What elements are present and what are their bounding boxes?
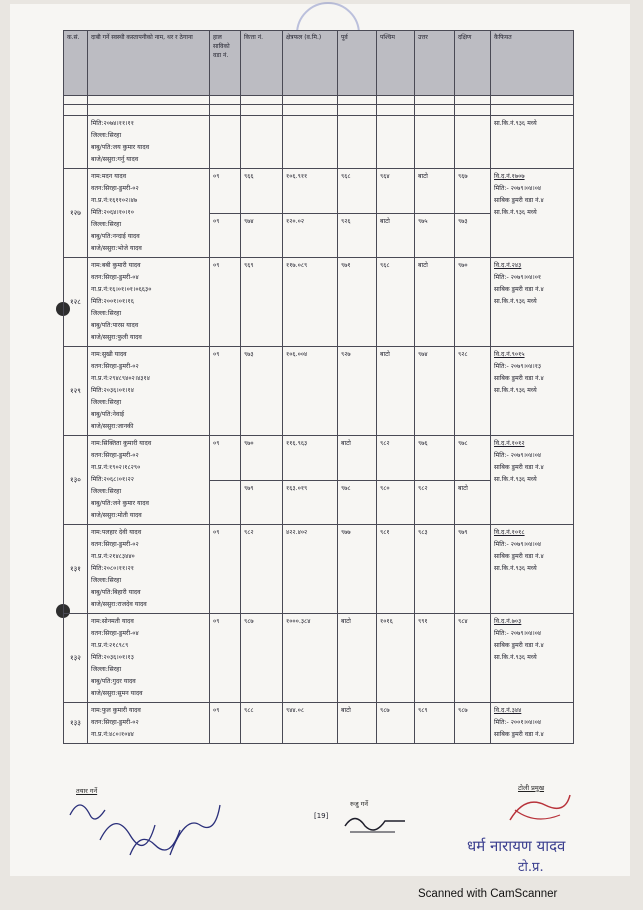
claimant-line: बाजे/ससुरा:गर्नु यादव [91, 156, 139, 163]
verified-by-label: रुजु गर्ने [350, 800, 369, 808]
parcel-east [338, 116, 377, 169]
parcel-west: ९८१ [377, 525, 415, 614]
header-ward: हाल साविको वडा नं. [210, 31, 241, 96]
parcel-kitta [241, 116, 283, 169]
remarks-line: मिति:- २००१।०४।०४ [494, 719, 542, 726]
parcel-ward: ०९ [210, 169, 241, 214]
header-area: क्षेत्रफल (व.मि.) [283, 31, 338, 96]
claimant-line: नाम:सिक्तिता कुमारी यादव [91, 440, 152, 447]
parcel-west: १०१६ [377, 614, 415, 703]
parcel-south: ९७९ [455, 525, 491, 614]
remarks-line: सा.कि.नं.९३६ मध्ये [494, 476, 537, 483]
table-row [64, 703, 574, 744]
remarks-line: साबिक डुमरी वडा नं.४ [494, 286, 544, 293]
parcel-kitta: ९६९ [241, 258, 283, 347]
parcel-east: बाटो [338, 436, 377, 481]
claimant-line: मिति:२०६४।१०।१० [91, 209, 134, 216]
remarks-line: सा.कि.नं.९३६ मध्ये [494, 565, 537, 572]
parcel-kitta: ९७३ [241, 347, 283, 436]
header-remarks: कैफियत [491, 31, 574, 96]
parcel-west: बाटो [377, 347, 415, 436]
claimant-line: जिल्ला:सिरहा [91, 132, 122, 139]
claimant-line: नाम:फुल कुमारी यादव [91, 707, 141, 714]
claimant-line: ना.प्र.नं:१६।०१।०१।०६६३० [91, 286, 152, 293]
camscanner-watermark: Scanned with CamScanner [418, 888, 558, 900]
parcel-kitta: ९८८ [241, 703, 283, 744]
claimant-line: नाम:सोनमती यादव [91, 618, 134, 625]
remarks-line: मिति:- २०७९।०४।०४ [494, 452, 542, 459]
team-leader-label: टोली प्रमुख [518, 784, 545, 792]
remarks-line: सा.कि.नं.९३६ मध्ये [494, 387, 537, 394]
parcel-east: ९७८ [338, 480, 377, 525]
claimant-line: मिति:२०३६।०१।१३ [91, 654, 134, 661]
parcel-area: ११७.०८९ [283, 258, 338, 347]
claimant-line: ना.प्र.नं:१६११०२।४७ [91, 197, 138, 204]
remarks-line: सा.कि.नं.९३६ मध्ये [494, 209, 537, 216]
signature-prepared [60, 785, 230, 860]
parcel-ward [210, 116, 241, 169]
parcel-east: बाटो [338, 703, 377, 744]
header-kitta: कित्ता नं. [241, 31, 283, 96]
claimant-line: बाबु/पति:जने कुमार यादव [91, 500, 149, 507]
parcel-area: १०६.९११ [283, 169, 338, 214]
parcel-west: ९८७ [377, 703, 415, 744]
land-register-table [63, 30, 574, 744]
remarks-line: मिति:- २०७९।०४।१३ [494, 363, 542, 370]
claimant-line: जिल्ला:सिरहा [91, 310, 122, 317]
parcel-kitta: ९८७ [241, 614, 283, 703]
header-row [64, 31, 574, 96]
claimant-line: बाबु/पति:गुदर यादव [91, 678, 136, 685]
row-serial-number: १२९ [64, 347, 88, 436]
remarks-cell [491, 614, 574, 703]
claimant-details [88, 258, 210, 347]
parcel-north: ९७६ [415, 436, 455, 481]
parcel-kitta: ९७९ [241, 480, 283, 525]
parcel-south [455, 116, 491, 169]
table-row [64, 258, 574, 347]
claimant-line: नाम:पलहार देवी यादव [91, 529, 142, 536]
row-serial-number: १३३ [64, 703, 88, 744]
row-serial-number: १३० [64, 436, 88, 525]
parcel-area: १२०.०२ [283, 213, 338, 258]
parcel-east: ९७७ [338, 525, 377, 614]
remarks-line: वि.द.नं.९०१५ [494, 351, 525, 358]
parcel-ward: ०९ [210, 213, 241, 258]
claimant-line: नाम:मदन यादव [91, 173, 127, 180]
claimant-line: जिल्ला:सिरहा [91, 399, 122, 406]
table-row [64, 347, 574, 436]
row-serial-number: १३२ [64, 614, 88, 703]
prepared-by-label: तयार गर्ने [76, 787, 98, 795]
parcel-north: ९७५ [415, 213, 455, 258]
claimant-line: बाबु/पति:नन्दाई यादव [91, 233, 140, 240]
parcel-area: १०६.००४ [283, 347, 338, 436]
remarks-line: वि.द.नं.२४३ [494, 262, 522, 269]
parcel-ward: ०९ [210, 436, 241, 481]
claimant-line: नाम:सुखी यादव [91, 351, 127, 358]
header-north: उत्तर [415, 31, 455, 96]
remarks-line: वि.द.नं.७०३ [494, 618, 522, 625]
row-serial-number: १२७ [64, 169, 88, 258]
remarks-cell [491, 258, 574, 347]
remarks-line: साबिक डुमरी वडा नं.४ [494, 731, 544, 738]
header-name: दाबी गर्ने स्वस्थी कस्तापनीको नाम, थर र ठेगाना [88, 31, 210, 96]
parcel-south: ९७० [455, 258, 491, 347]
remarks-line: साबिक डुमरी वडा नं.४ [494, 642, 544, 649]
remarks-cell [491, 347, 574, 436]
claimant-line: बाबु/पति:बिहारी यादव [91, 589, 141, 596]
table-row [64, 169, 574, 214]
parcel-south: ९२८ [455, 347, 491, 436]
parcel-west [377, 116, 415, 169]
remarks-cell [491, 169, 574, 258]
parcel-east: ९७१ [338, 258, 377, 347]
claimant-line: जिल्ला:सिरहा [91, 221, 122, 228]
header-west: पश्चिम [377, 31, 415, 96]
parcel-north [415, 116, 455, 169]
claimant-line: बाबु/पति:जय कुमार यादव [91, 144, 150, 151]
claimant-details [88, 525, 210, 614]
claimant-details [88, 116, 210, 169]
claimant-line: बाजे/ससुरा:राजदेव यादव [91, 601, 147, 608]
parcel-area [283, 116, 338, 169]
parcel-south: ९७३ [455, 213, 491, 258]
claimant-line: ना.प्र.नं:४८०।१०४४ [91, 731, 134, 738]
remarks-line: सा.कि.नं.९३६ मध्ये [494, 654, 537, 661]
claimant-line: बाजे/ससुरा:भोजे यादव [91, 245, 142, 252]
parcel-area: १६३.०१९ [283, 480, 338, 525]
remarks-line: वि.द.नं.१०१८ [494, 529, 525, 536]
parcel-area: ४२२.४०२ [283, 525, 338, 614]
parcel-south: बाटो [455, 480, 491, 525]
parcel-ward: ०९ [210, 525, 241, 614]
parcel-east: ९२७ [338, 347, 377, 436]
claimant-line: जिल्ला:सिरहा [91, 666, 122, 673]
claimant-details [88, 703, 210, 744]
claimant-line: वतन:सिरहा-डुमरी-०२ [91, 185, 139, 192]
table-row [64, 436, 574, 481]
remarks-line: मिति:- २०७९।०४।०४ [494, 185, 542, 192]
parcel-ward: ०९ [210, 258, 241, 347]
parcel-south: ९७८ [455, 436, 491, 481]
remarks-cell [491, 525, 574, 614]
remarks-line: वि.द.नं.३४४ [494, 707, 522, 714]
parcel-area: ९४४.०८ [283, 703, 338, 744]
claimant-line: मिति:२०७४।११।११ [91, 120, 134, 127]
remarks-line: साबिक डुमरी वडा नं.४ [494, 375, 544, 382]
parcel-area: १०००.३८४ [283, 614, 338, 703]
remarks-line: वि.द.नं.१०१२ [494, 440, 525, 447]
remarks-line: साबिक डुमरी वडा नं.४ [494, 553, 544, 560]
parcel-north: ९७४ [415, 347, 455, 436]
claimant-line: ना.प्र.नं:१९०२।१८२९० [91, 464, 141, 471]
claimant-line: मिति:२००१।०१।१६ [91, 298, 134, 305]
remarks-cell [491, 703, 574, 744]
parcel-ward: ०९ [210, 614, 241, 703]
parcel-north: ९८३ [415, 525, 455, 614]
parcel-kitta: ९६६ [241, 169, 283, 214]
table-row [64, 116, 574, 169]
claimant-details [88, 169, 210, 258]
parcel-north: ९८९ [415, 703, 455, 744]
signature-verified [340, 806, 410, 836]
parcel-ward: ०९ [210, 347, 241, 436]
handwritten-title: टो.प्र. [518, 860, 544, 875]
remarks-line: वि.द.नं.१७०७ [494, 173, 525, 180]
parcel-east: ९६८ [338, 169, 377, 214]
row-serial-number [64, 116, 88, 169]
parcel-ward [210, 480, 241, 525]
handwritten-name: धर्म नारायण यादव [467, 837, 566, 855]
parcel-north: बाटो [415, 258, 455, 347]
claimant-line: बाजे/ससुरा:मोती यादव [91, 512, 142, 519]
parcel-north: ९९१ [415, 614, 455, 703]
parcel-south: ९८७ [455, 703, 491, 744]
parcel-west: ९६८ [377, 258, 415, 347]
claimant-line: मिति:२०३६।०१।१४ [91, 387, 134, 394]
claimant-line: वतन:सिरहा-डुमरी-०२ [91, 541, 139, 548]
claimant-line: बाजे/ससुरा:सुमन यादव [91, 690, 143, 697]
header-south: दक्षिण [455, 31, 491, 96]
remarks-line: सा.कि.नं.९३६ मध्ये [494, 298, 537, 305]
claimant-line: वतन:सिरहा-डुमरी-०२ [91, 719, 139, 726]
claimant-details [88, 436, 210, 525]
claimant-details [88, 614, 210, 703]
remarks-line: मिति:- २०७९।०४।०१ [494, 274, 542, 281]
parcel-south: ९८४ [455, 614, 491, 703]
row-serial-number: १३१ [64, 525, 88, 614]
remarks-cell [491, 116, 574, 169]
parcel-ward: ०९ [210, 703, 241, 744]
header-sn: क.सं. [64, 31, 88, 96]
parcel-east: ९२६ [338, 213, 377, 258]
claimant-line: वतन:सिरहा-डुमरी-०४ [91, 274, 139, 281]
remarks-cell [491, 436, 574, 525]
remarks-line: मिति:- २०७९।०४।०४ [494, 541, 542, 548]
parcel-north: ९८२ [415, 480, 455, 525]
parcel-area: ११६.९६३ [283, 436, 338, 481]
claimant-line: वतन:सिरहा-डुमरी-०४ [91, 630, 139, 637]
header-east: पूर्व [338, 31, 377, 96]
signature-team-leader [505, 790, 575, 830]
parcel-kitta: ९७० [241, 436, 283, 481]
claimant-line: वतन:सिरहा-डुमरी-०२ [91, 363, 139, 370]
claimant-line: नाम:बबी कुमारी यादव [91, 262, 141, 269]
parcel-kitta: ९७४ [241, 213, 283, 258]
row-serial-number: १२८ [64, 258, 88, 347]
claimant-line: बाजे/ससुरा:जानकी [91, 423, 134, 430]
claimant-details [88, 347, 210, 436]
remarks-line: साबिक डुमरी वडा नं.४ [494, 197, 544, 204]
remarks-line: सा.कि.नं.९३६ मध्ये [494, 120, 537, 127]
claimant-line: जिल्ला:सिरहा [91, 488, 122, 495]
parcel-west: ९६४ [377, 169, 415, 214]
parcel-south: ९६७ [455, 169, 491, 214]
parcel-kitta: ९८२ [241, 525, 283, 614]
remarks-line: साबिक डुमरी वडा नं.४ [494, 464, 544, 471]
claimant-line: बाबु/पति:पारस यादव [91, 322, 139, 329]
claimant-line: ना.प्र.नं:२१४८३४४० [91, 553, 135, 560]
parcel-east: बाटो [338, 614, 377, 703]
table-row [64, 614, 574, 703]
claimant-line: मिति:२०६८।०१।२२ [91, 476, 134, 483]
claimant-line: बाजे/ससुरा:फुली यादव [91, 334, 142, 341]
parcel-west: ९८० [377, 480, 415, 525]
claimant-line: बाबु/पति:नेवाई [91, 411, 124, 418]
claimant-line: वतन:सिरहा-डुमरी-०२ [91, 452, 139, 459]
claimant-line: जिल्ला:सिरहा [91, 577, 122, 584]
parcel-north: बाटो [415, 169, 455, 214]
parcel-west: ९८२ [377, 436, 415, 481]
remarks-line: मिति:- २०७९।०४।०४ [494, 630, 542, 637]
table-row [64, 525, 574, 614]
claimant-line: ना.प्र.नं:२९४८९४०२।४३१४ [91, 375, 150, 382]
parcel-west: बाटो [377, 213, 415, 258]
claimant-line: मिति:२०८०।११।२१ [91, 565, 134, 572]
page-number: [19] [314, 812, 329, 820]
claimant-line: ना.प्र.नं:२१८९८९ [91, 642, 129, 649]
